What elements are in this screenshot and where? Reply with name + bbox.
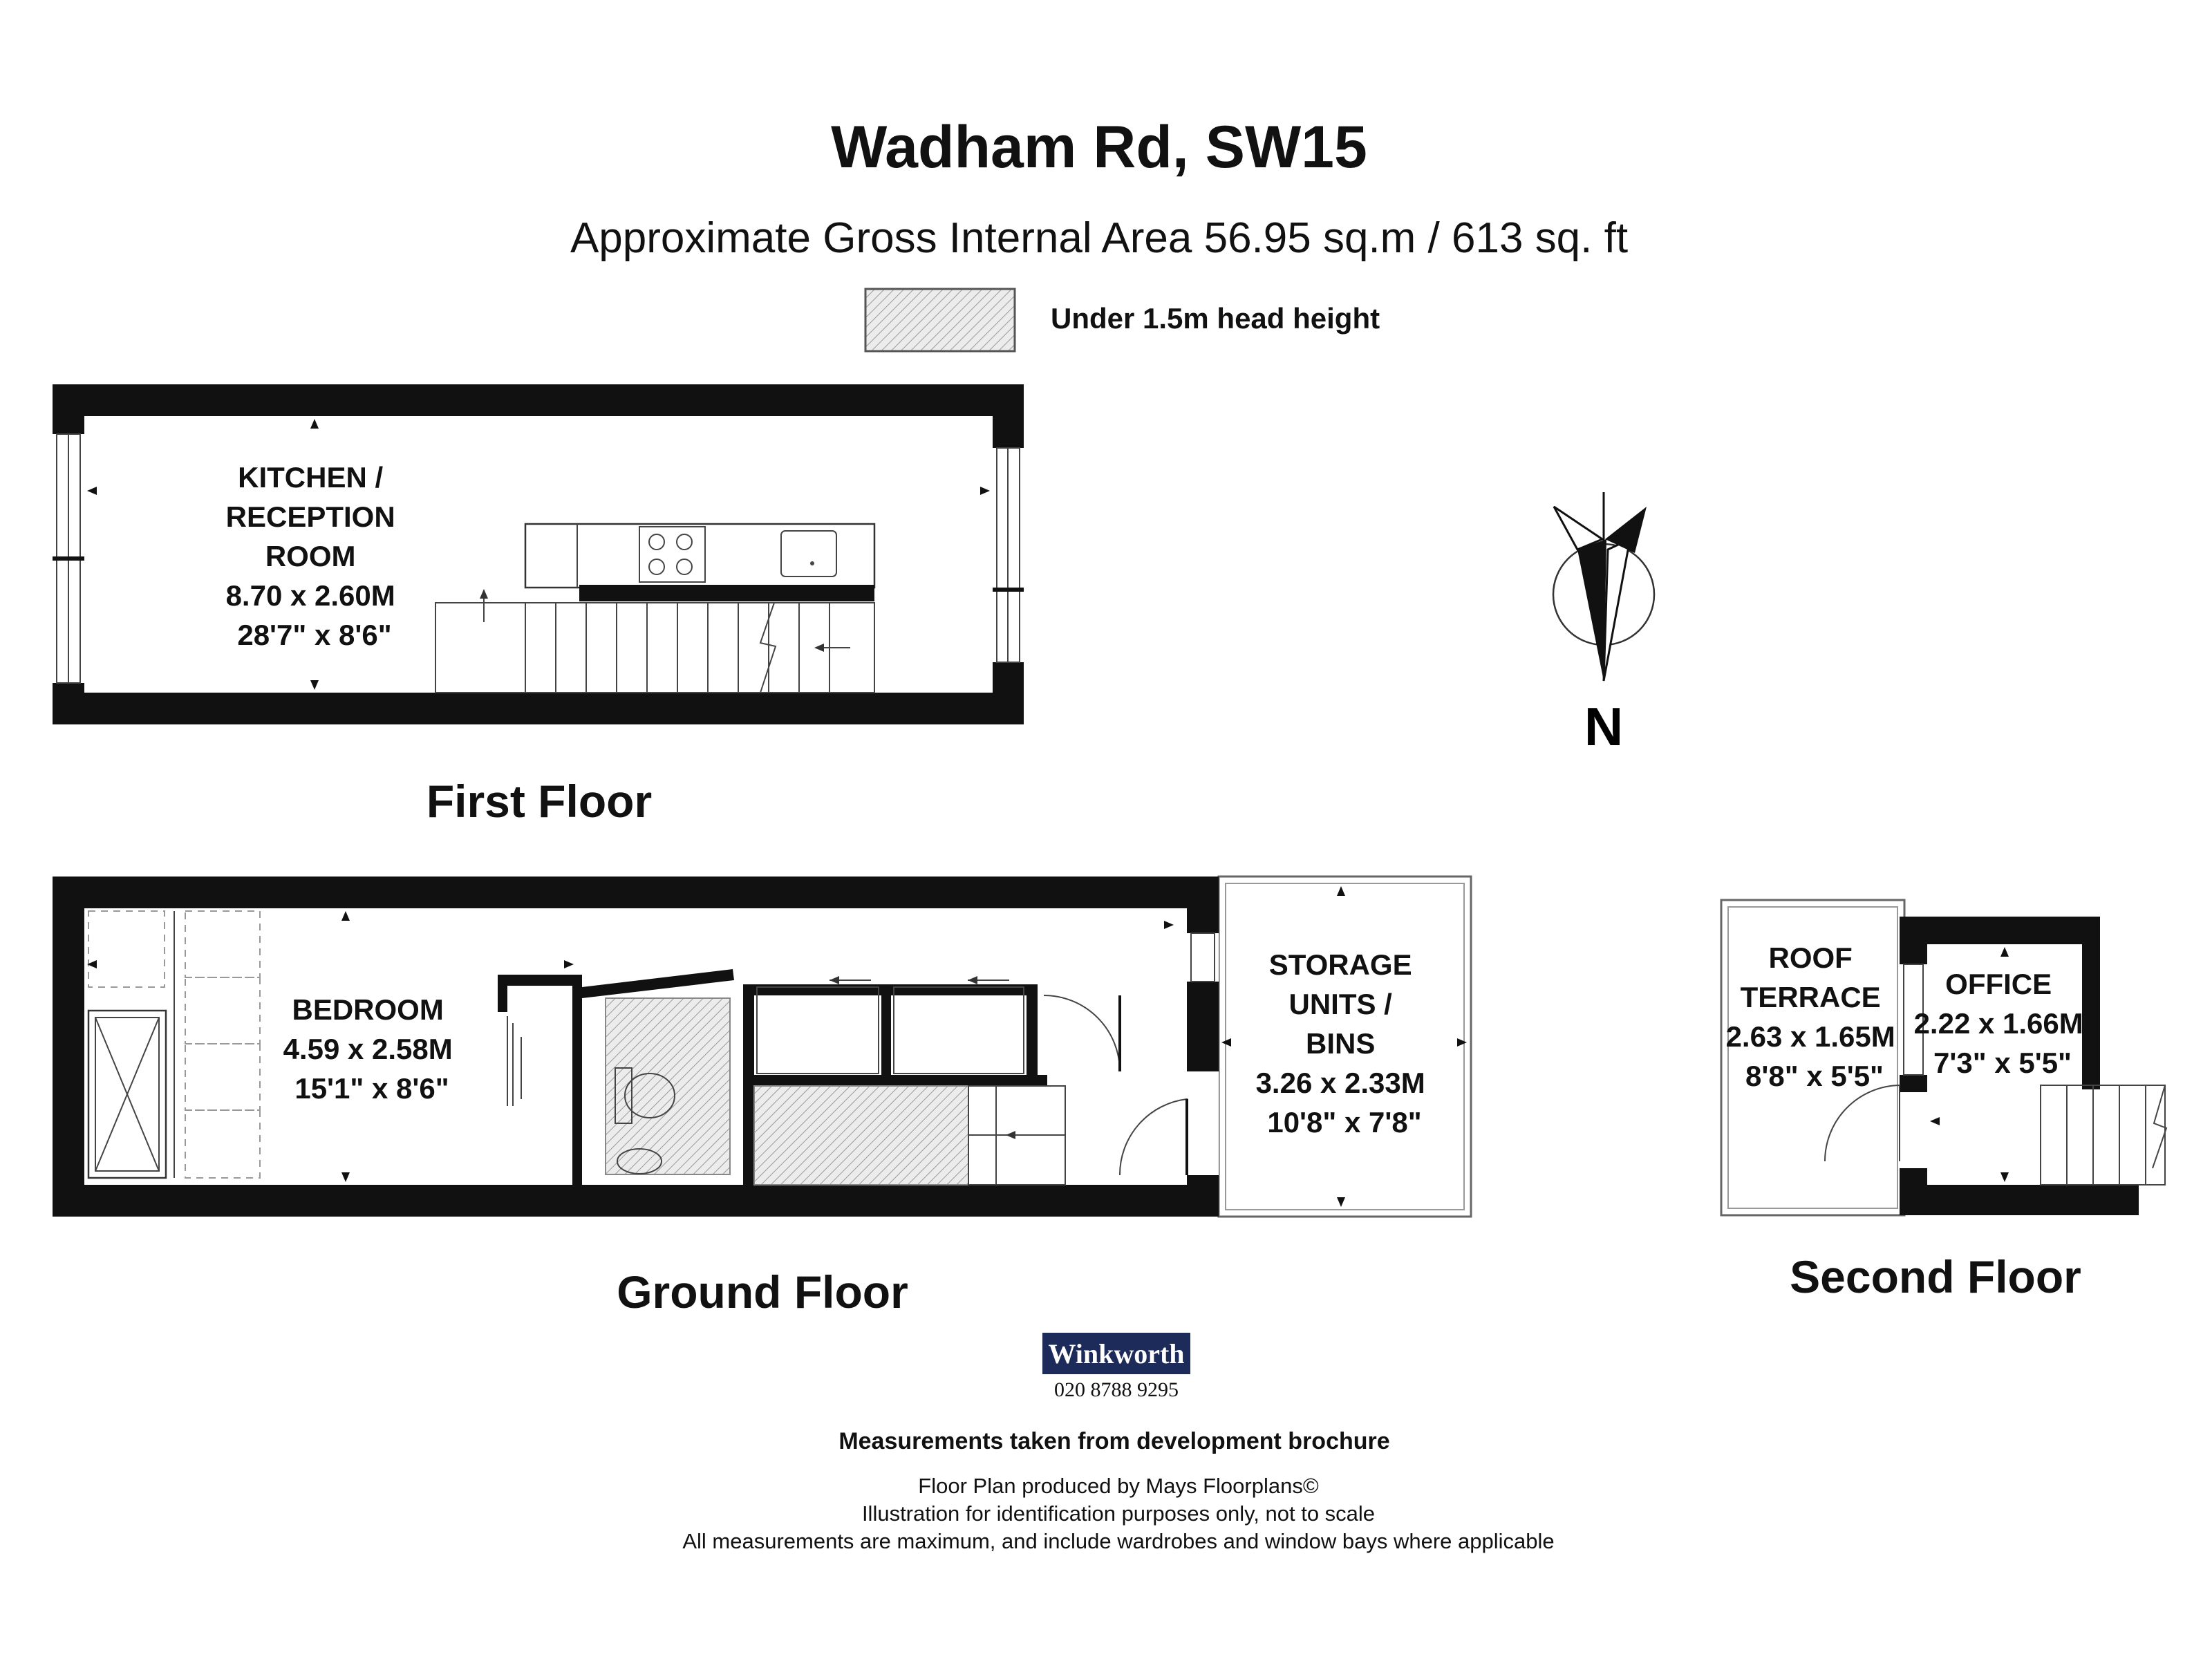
storage-label: STORAGE UNITS / BINS 3.26 x 2.33M 10'8" x 7'8" — [1255, 948, 1425, 1138]
second-floor-plan — [1721, 900, 2166, 1215]
footer-line-3: All measurements are maximum, and include wardrobes and window bays where applicable — [682, 1529, 1555, 1553]
hatched-swatch-icon — [865, 289, 1015, 351]
ground-floor-label: Ground Floor — [617, 1266, 908, 1318]
north-label: N — [1584, 696, 1624, 757]
dashed-wardrobe — [88, 911, 260, 1178]
door-icon — [1120, 1099, 1187, 1175]
staircase-icon — [435, 589, 874, 693]
footer-line-2: Illustration for identification purposes only, not to scale — [861, 1501, 1376, 1526]
ground-floor-plan — [53, 877, 1471, 1217]
legend — [865, 289, 1380, 351]
first-floor-label: First Floor — [426, 776, 653, 827]
hob-icon — [639, 527, 705, 582]
window-icon — [993, 448, 1024, 662]
roof-terrace-label: ROOF TERRACE 2.63 x 1.65M 8'8" x 5'5" — [1725, 941, 1895, 1092]
office-label: OFFICE 2.22 x 1.66M 7'3" x 5'5" — [1913, 968, 2083, 1079]
footer-line-1: Floor Plan produced by Mays Floorplans© — [918, 1474, 1319, 1498]
legend-label: Under 1.5m head height — [1051, 302, 1380, 335]
door-icon — [513, 1023, 521, 1106]
shower-icon — [88, 1011, 166, 1178]
measurement-note: Measurements taken from development brochure — [838, 1428, 1390, 1454]
bedroom-label: BEDROOM 4.59 x 2.58M 15'1" x 8'6" — [283, 993, 453, 1105]
dimension-arrow-icon — [87, 419, 990, 690]
low-headroom-area — [754, 1086, 968, 1185]
brand-phone: 020 8788 9295 — [1054, 1378, 1179, 1401]
kitchen-label: KITCHEN / RECEPTION ROOM 8.70 x 2.60M 28'7" x 8'6" — [225, 461, 395, 651]
staircase-icon — [2041, 1085, 2166, 1185]
first-floor-plan — [53, 384, 1024, 724]
door-icon — [1044, 995, 1120, 1071]
staircase-icon — [968, 1086, 1065, 1185]
brand-name: Winkworth — [1048, 1338, 1185, 1369]
window-icon — [53, 434, 84, 683]
page-title: Wadham Rd, SW15 — [831, 114, 1367, 180]
gross-area: Approximate Gross Internal Area 56.95 sq.m / 613 sq. ft — [570, 214, 1629, 262]
brand-logo — [1042, 1333, 1190, 1401]
low-headroom-area — [606, 998, 730, 1174]
second-floor-label: Second Floor — [1790, 1251, 2081, 1302]
sink-icon — [781, 531, 836, 577]
north-arrow-icon — [1553, 492, 1654, 681]
